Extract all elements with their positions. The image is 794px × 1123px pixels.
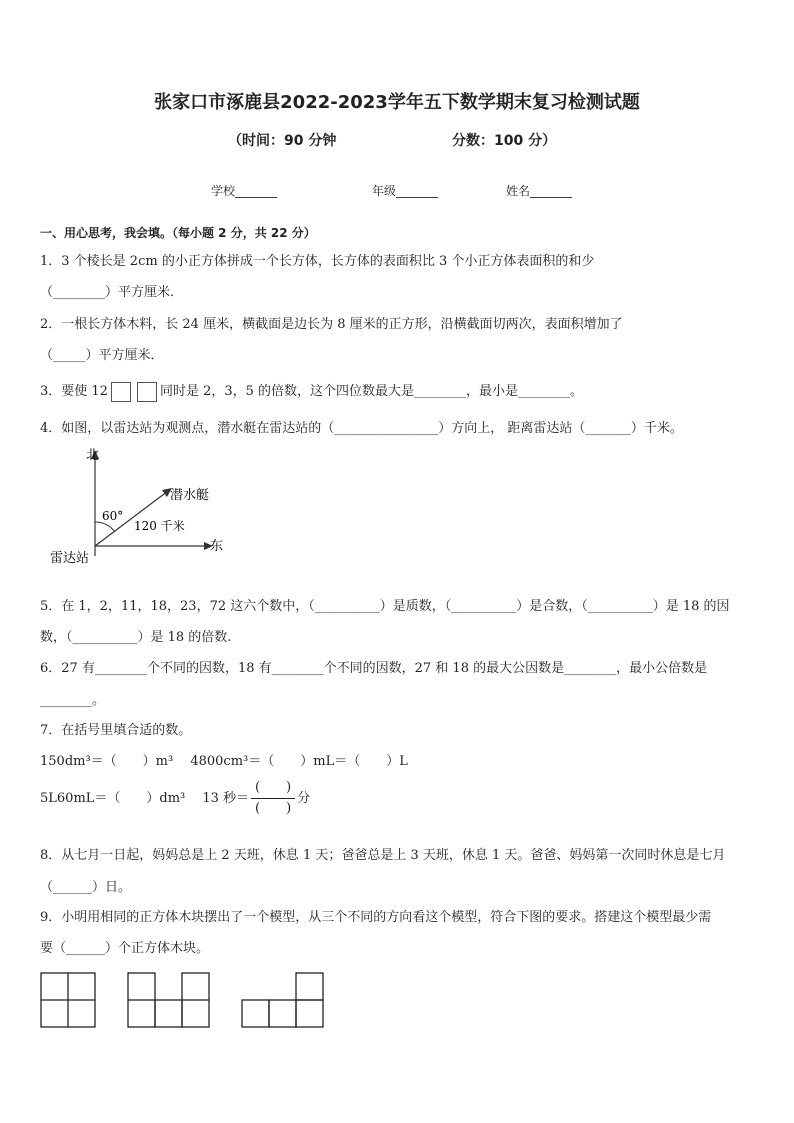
question-9-line-1: 9．小明用相同的正方体木块摆出了一个模型，从三个不同的方向看这个模型，符合下图的要求。搭建这个模型最少需 [40,910,712,925]
question-7-line-1: 7．在括号里填合适的数。 [40,723,192,738]
school-field[interactable]: 学校_______ [211,184,278,198]
question-4: 4．如图，以雷达站为观测点，潜水艇在雷达站的（________________）方向上， 距离雷达站（_______）千米。 [40,421,683,436]
station-label: 雷达站 [50,551,90,566]
question-7-line-3 [40,779,310,818]
view-2 [128,973,209,1027]
fraction-bar [251,798,295,799]
question-2-line-1: 2．一根长方体木料，长 24 厘米，横截面是边长为 8 厘米的正方形，沿横截面切两次，表面积增加了 [40,317,623,332]
exam-score: 分数：100 分） [452,133,557,149]
section-heading: 一、用心思考，我会填。（每小题 2 分，共 22 分） [40,226,316,240]
angle-arc [95,522,115,532]
angle-label: 60° [102,509,124,523]
distance-label: 120 千米 [134,519,185,533]
question-9-line-2: 要（______）个正方体木块。 [40,941,210,956]
question-1-line-2: （________）平方厘米． [40,285,184,300]
question-3-suffix: 同时是 2，3，5 的倍数，这个四位数最大是________，最小是________。 [159,384,584,399]
question-3-prefix: 3．要使 12 [40,384,108,399]
fraction[interactable] [251,779,295,818]
question-6-line-2: ________。 [40,693,106,708]
question-2-line-2: （_____）平方厘米． [40,348,164,363]
submarine-label: 潜水艇 [170,488,210,503]
question-3 [40,380,583,402]
name-field[interactable]: 姓名_______ [506,184,573,198]
question-7-line-3a: 5L60mL＝（ ）dm³ 13 秒＝ [40,791,250,806]
radar-diagram [48,446,238,571]
grade-field[interactable]: 年级_______ [372,184,439,198]
view-1 [41,973,95,1027]
fraction-denominator: ( ) [255,801,292,816]
fraction-numerator: ( ) [255,780,292,795]
question-5-line-2: 数，（__________）是 18 的倍数. [40,630,232,645]
question-6-line-1: 6．27 有________个不同的因数，18 有________个不同的因数，27 和 18 的最大公因数是________，最小公倍数是 [40,661,708,676]
cube-views-diagram [40,970,330,1032]
east-label: 东 [210,539,224,554]
digit-box-1[interactable] [111,382,131,402]
question-7-line-2: 150dm³＝（ ）m³ 4800cm³＝（ ）mL＝（ ）L [40,754,408,769]
digit-box-2[interactable] [137,382,157,402]
question-1-line-1: 1．3 个棱长是 2cm 的小正方体拼成一个长方体，长方体的表面积比 3 个小正方体表面积的和少 [40,254,595,269]
question-7-line-3b: 分 [297,791,311,806]
exam-time: （时间：90 分钟 [228,133,337,149]
question-5-line-1: 5．在 1，2，11，18，23，72 这六个数中，（__________）是质数，（__________）是合数，（__________）是 18 的因 [40,599,730,614]
view-3 [242,973,323,1027]
question-8-line-1: 8．从七月一日起，妈妈总是上 2 天班，休息 1 天；爸爸总是上 3 天班，休息 1 天。爸爸、妈妈第一次同时休息是七月 [40,848,726,863]
page-title: 张家口市涿鹿县2022-2023学年五下数学期末复习检测试题 [154,92,640,113]
north-label: 北 [86,448,100,463]
question-8-line-2: （______）日。 [40,880,132,895]
